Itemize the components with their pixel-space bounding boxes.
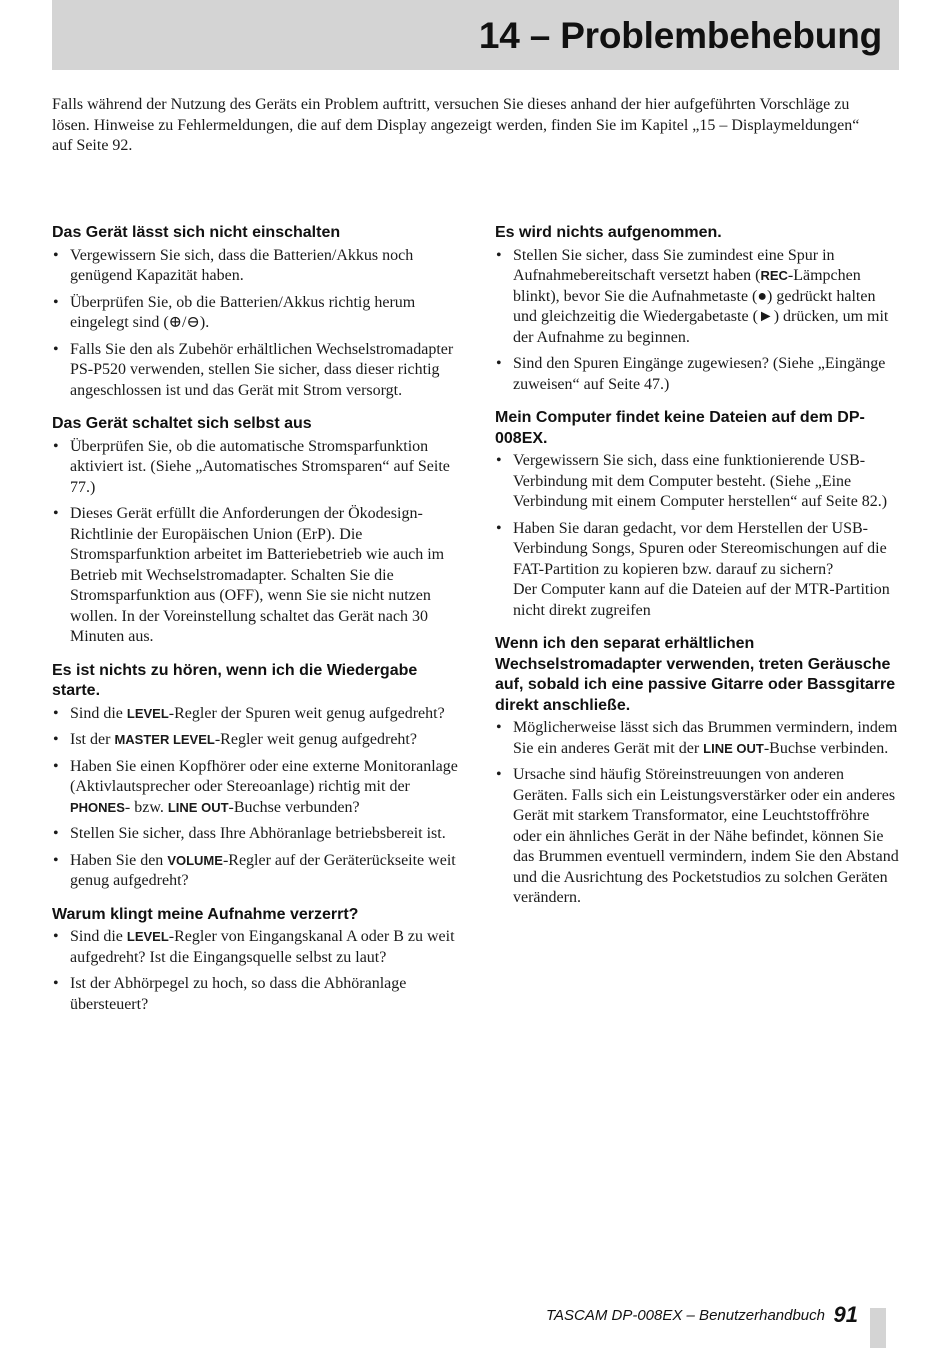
item-text: Ist der bbox=[70, 731, 115, 748]
footer-manual-title: TASCAM DP-008EX – Benutzerhandbuch bbox=[545, 1307, 825, 1324]
list-item bbox=[495, 765, 900, 909]
bullet-icon: • bbox=[496, 246, 502, 264]
bullet-icon: • bbox=[53, 851, 59, 869]
item-text: Vergewissern Sie sich, dass die Batterien/Akkus noch genügend Kapazität haben. bbox=[70, 246, 414, 284]
item-text: -Regler auf der Geräterückseite weit genug aufgedreht? bbox=[70, 851, 456, 889]
page-number: 91 bbox=[833, 1302, 858, 1327]
list-item bbox=[52, 340, 460, 402]
list-item bbox=[495, 246, 900, 349]
header-band bbox=[52, 0, 899, 70]
section-heading: Mein Computer findet keine Dateien auf dem DP-008EX. bbox=[495, 409, 865, 447]
control-label: LINE OUT bbox=[167, 799, 229, 815]
item-text: Haben Sie einen Kopfhörer oder eine externe Monitoranlage (Aktivlautsprecher oder Stereoanlage) richtig mit der bbox=[70, 757, 458, 795]
section-heading: Warum klingt meine Aufnahme verzerrt? bbox=[52, 905, 359, 923]
section-heading: Es wird nichts aufgenommen. bbox=[495, 224, 722, 241]
bullet-icon: • bbox=[53, 757, 59, 775]
item-text: Haben Sie den bbox=[70, 851, 168, 869]
control-label: LEVEL bbox=[126, 929, 169, 944]
item-text: -Regler der Spuren weit genug aufgedreht? bbox=[168, 704, 445, 722]
control-label: REC bbox=[760, 268, 788, 283]
item-text: -Buchse verbunden? bbox=[228, 798, 360, 816]
item-text: - bzw. bbox=[124, 798, 168, 816]
bullet-list bbox=[495, 718, 900, 909]
bullet-icon: • bbox=[53, 704, 59, 722]
list-item bbox=[52, 437, 460, 499]
bullet-icon: • bbox=[496, 719, 502, 736]
section-heading: Es ist nichts zu hören, wenn ich die Wiedergabe starte. bbox=[52, 661, 418, 699]
item-text: Sind den Spuren Eingänge zugewiesen? (Siehe „Eingänge zuweisen“ auf Seite 47.) bbox=[513, 355, 886, 393]
control-label: VOLUME bbox=[167, 852, 223, 868]
bullet-icon: • bbox=[496, 519, 502, 537]
list-item bbox=[495, 718, 900, 759]
item-text: Haben Sie daran gedacht, vor dem Herstellen der USB-Verbindung Songs, Spuren oder Stereomischungen auf die FAT-Partition zu kopieren bzw. darauf zu sichern? bbox=[513, 519, 887, 578]
list-item bbox=[52, 757, 460, 819]
bullet-icon: • bbox=[53, 437, 59, 455]
control-label: LINE OUT bbox=[703, 740, 764, 756]
bullet-icon: • bbox=[53, 246, 59, 264]
page-tab-marker bbox=[870, 1308, 886, 1348]
item-text: -Regler von Eingangskanal A oder B zu weit aufgedreht? Ist die Eingangsquelle selbst zu laut? bbox=[70, 928, 455, 966]
list-item bbox=[52, 504, 460, 648]
section-no-recording bbox=[495, 223, 900, 395]
page-title: 14 – Problembehebung bbox=[478, 15, 882, 56]
list-item bbox=[495, 519, 900, 622]
item-text-continued: Der Computer kann auf die Dateien auf der MTR-Partition nicht direkt zugreifen bbox=[513, 581, 890, 619]
item-text: Sind die bbox=[70, 928, 127, 945]
list-item bbox=[52, 704, 460, 725]
item-text: Falls Sie den als Zubehör erhältlichen Wechselstromadapter PS-P520 verwenden, stellen Sie sicher, dass dieser richtig angeschlossen ist und das Gerät mit Strom versorgt. bbox=[70, 340, 454, 399]
bullet-icon: • bbox=[496, 355, 502, 372]
list-item bbox=[52, 851, 460, 892]
list-item bbox=[52, 730, 460, 751]
right-column bbox=[495, 223, 900, 922]
item-text: Ursache sind häufig Störeinstreuungen von anderen Geräten. Falls sich ein Leistungsverstärker oder ein anderes Gerät mit starkem Transformator, eine Leuchtstoffröhre oder ein ähnliches Gerät in der Nähe befindet, können Sie das Brummen eventuell vermindern, indem Sie den Abstand und die Ausrichtung des Pocketstudios zu solchen Geräten verändern. bbox=[513, 766, 899, 906]
list-item bbox=[52, 974, 460, 1015]
section-auto-off bbox=[52, 414, 460, 648]
bullet-icon: • bbox=[53, 340, 59, 358]
bullet-list bbox=[52, 704, 460, 892]
bullet-list bbox=[52, 927, 460, 1015]
control-label: PHONES bbox=[70, 799, 125, 815]
item-text: -Regler weit genug aufgedreht? bbox=[214, 731, 417, 748]
section-no-playback-sound bbox=[52, 661, 460, 892]
section-power-on bbox=[52, 223, 460, 401]
bullet-icon: • bbox=[53, 731, 59, 748]
control-label: LEVEL bbox=[126, 705, 169, 721]
item-text: Stellen Sie sicher, dass Sie zumindest eine Spur in Aufnahmebereitschaft versetzt haben ( bbox=[513, 246, 835, 284]
section-hum-noise bbox=[495, 634, 900, 909]
item-text: Überprüfen Sie, ob die automatische Stromsparfunktion aktiviert ist. (Siehe „Automatisches Stromsparen“ auf Seite 77.) bbox=[70, 437, 450, 496]
list-item bbox=[52, 246, 460, 287]
bullet-icon: • bbox=[53, 975, 59, 992]
item-text: -Lämpchen blinkt), bevor Sie die Aufnahmetaste (●) gedrückt halten und gleichzeitig die Wiedergabetaste (►) drücken, um mit der Aufnahme zu beginnen. bbox=[513, 267, 889, 346]
section-heading: Wenn ich den separat erhältlichen Wechselstromadapter verwenden, treten Geräusche auf, sobald ich eine passive Gitarre oder Bassgitarre direkt anschließe. bbox=[495, 635, 896, 714]
item-text: Vergewissern Sie sich, dass eine funktionierende USB-Verbindung mit dem Computer besteht. (Siehe „Eine Verbindung mit einem Computer herstellen“ auf Seite 82.) bbox=[513, 452, 888, 510]
bullet-icon: • bbox=[496, 766, 502, 783]
list-item bbox=[495, 354, 900, 395]
item-text: Überprüfen Sie, ob die Batterien/Akkus richtig herum eingelegt sind (⊕/⊖). bbox=[70, 293, 416, 331]
item-text: Stellen Sie sicher, dass Ihre Abhöranlage betriebsbereit ist. bbox=[70, 825, 446, 842]
item-text: Möglicherweise lässt sich das Brummen vermindern, indem Sie ein anderes Gerät mit der bbox=[513, 719, 898, 757]
left-column bbox=[52, 223, 460, 1028]
bullet-list bbox=[495, 451, 900, 621]
bullet-list bbox=[52, 437, 460, 648]
bullet-list bbox=[52, 246, 460, 402]
section-distorted-recording bbox=[52, 905, 460, 1016]
bullet-list bbox=[495, 246, 900, 396]
list-item bbox=[52, 824, 460, 845]
list-item bbox=[52, 293, 460, 334]
bullet-icon: • bbox=[53, 293, 59, 311]
item-text: Ist der Abhörpegel zu hoch, so dass die Abhöranlage übersteuert? bbox=[70, 975, 407, 1013]
bullet-icon: • bbox=[53, 928, 59, 945]
list-item bbox=[52, 927, 460, 968]
intro-paragraph: Falls während der Nutzung des Geräts ein Problem auftritt, versuchen Sie dieses anhand der hier aufgeführten Vorschläge zu lösen. Hinweise zu Fehlermeldungen, die auf dem Display angezeigt werden, finden Sie im Kapitel „15 – Displaymeldungen“ auf Seite 92. bbox=[52, 96, 860, 154]
section-computer-no-files bbox=[495, 408, 900, 621]
section-heading: Das Gerät lässt sich nicht einschalten bbox=[52, 224, 341, 241]
bullet-icon: • bbox=[53, 505, 59, 522]
item-text: Sind die bbox=[70, 704, 127, 722]
section-heading: Das Gerät schaltet sich selbst aus bbox=[52, 415, 312, 432]
item-text: Dieses Gerät erfüllt die Anforderungen der Ökodesign-Richtlinie der Europäischen Union (ErP). Die Stromsparfunktion arbeitet im Batteriebetrieb wie auch im Betrieb mit Wechselstromadapter. Schalten Sie die Stromsparfunktion aus (OFF), wenn Sie sie nicht nutzen wollen. In der Voreinstellung schaltet das Gerät nach 30 Minuten aus. bbox=[70, 505, 445, 645]
bullet-icon: • bbox=[496, 452, 502, 469]
item-text: -Buchse verbinden. bbox=[763, 739, 889, 757]
control-label: MASTER LEVEL bbox=[114, 732, 215, 747]
bullet-icon: • bbox=[53, 825, 59, 842]
list-item bbox=[495, 451, 900, 513]
